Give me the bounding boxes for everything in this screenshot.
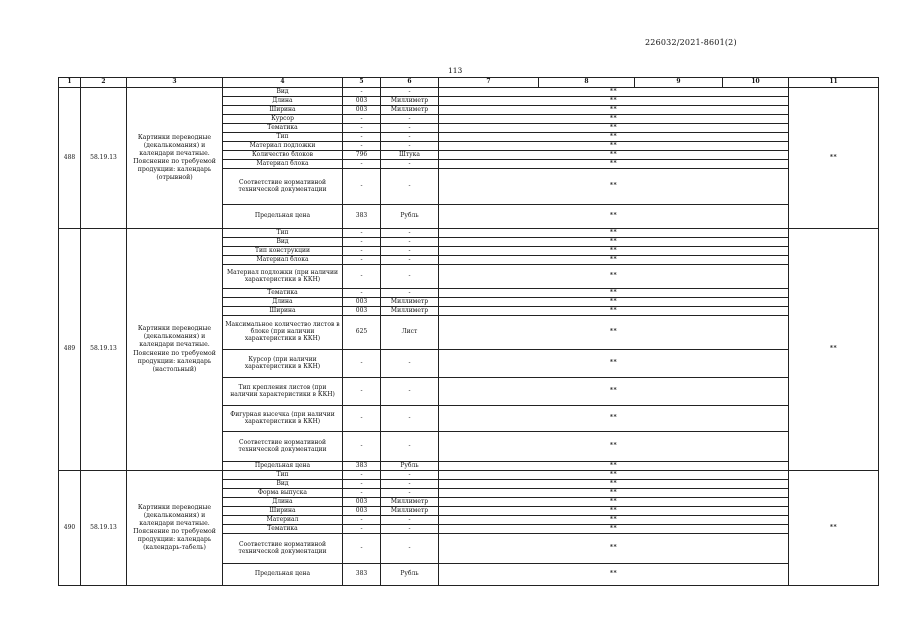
parameter-name: Тип: [223, 229, 343, 238]
parameter-value: **: [439, 525, 789, 534]
unit-name: -: [381, 378, 439, 406]
unit-code: -: [343, 142, 381, 151]
unit-code: -: [343, 229, 381, 238]
page-number: 113: [448, 66, 463, 75]
unit-code: -: [343, 133, 381, 142]
parameter-value: **: [439, 406, 789, 432]
unit-name: -: [381, 289, 439, 298]
parameter-value: **: [439, 489, 789, 498]
parameter-name: Тип конструкции: [223, 247, 343, 256]
unit-name: -: [381, 350, 439, 378]
parameter-value: **: [439, 516, 789, 525]
unit-code: 003: [343, 307, 381, 316]
parameter-name: Предельная цена: [223, 462, 343, 471]
column-number: 11: [789, 78, 879, 88]
parameter-value: **: [439, 480, 789, 489]
parameter-name: Длина: [223, 498, 343, 507]
unit-name: -: [381, 471, 439, 480]
parameter-value: **: [439, 151, 789, 160]
parameter-value: **: [439, 498, 789, 507]
parameter-value: **: [439, 124, 789, 133]
parameter-value: **: [439, 97, 789, 106]
column-11-value: **: [789, 471, 879, 586]
table-row: [59, 88, 879, 97]
parameter-name: Тематика: [223, 124, 343, 133]
unit-name: -: [381, 489, 439, 498]
unit-code: -: [343, 516, 381, 525]
unit-name: Лист: [381, 316, 439, 350]
column-number: 6: [381, 78, 439, 88]
unit-name: -: [381, 432, 439, 462]
parameter-value: **: [439, 432, 789, 462]
parameter-value: **: [439, 471, 789, 480]
parameter-name: Материал: [223, 516, 343, 525]
unit-code: 003: [343, 106, 381, 115]
row-number: 490: [59, 471, 81, 586]
unit-name: -: [381, 142, 439, 151]
unit-code: -: [343, 238, 381, 247]
unit-code: -: [343, 534, 381, 564]
parameter-name: Курсор (при наличии характеристики в ККН): [223, 350, 343, 378]
unit-code: -: [343, 489, 381, 498]
unit-code: 383: [343, 205, 381, 229]
row-number: 489: [59, 229, 81, 471]
unit-name: Миллиметр: [381, 307, 439, 316]
unit-name: -: [381, 115, 439, 124]
column-number: 4: [223, 78, 343, 88]
parameter-value: **: [439, 507, 789, 516]
unit-name: -: [381, 124, 439, 133]
parameter-name: Материал подложки (при наличии характеристики в ККН): [223, 265, 343, 289]
unit-code: -: [343, 432, 381, 462]
document-number: 226032/2021-8601(2): [645, 38, 737, 47]
parameter-name: Соответствие нормативной технической документации: [223, 534, 343, 564]
unit-code: 003: [343, 498, 381, 507]
parameter-name: Тематика: [223, 289, 343, 298]
parameter-value: **: [439, 265, 789, 289]
unit-code: -: [343, 378, 381, 406]
unit-code: 003: [343, 97, 381, 106]
parameter-name: Предельная цена: [223, 205, 343, 229]
unit-name: -: [381, 88, 439, 97]
unit-name: Миллиметр: [381, 507, 439, 516]
parameter-value: **: [439, 142, 789, 151]
unit-name: -: [381, 516, 439, 525]
parameter-value: **: [439, 378, 789, 406]
column-number: 7: [439, 78, 539, 88]
unit-name: -: [381, 265, 439, 289]
parameter-name: Тип крепления листов (при наличии характеристики в ККН): [223, 378, 343, 406]
unit-code: -: [343, 169, 381, 205]
parameter-value: **: [439, 160, 789, 169]
unit-code: -: [343, 289, 381, 298]
parameter-value: **: [439, 229, 789, 238]
parameter-value: **: [439, 115, 789, 124]
unit-name: -: [381, 169, 439, 205]
product-description: Картинки переводные (декалькомания) и календари печатные. Пояснение по требуемой продукции: календарь (отрывной): [127, 88, 223, 229]
unit-code: -: [343, 124, 381, 133]
column-number: 9: [635, 78, 723, 88]
column-number: 3: [127, 78, 223, 88]
parameter-value: **: [439, 106, 789, 115]
column-number-row: [59, 78, 879, 88]
unit-name: -: [381, 525, 439, 534]
unit-code: -: [343, 160, 381, 169]
specification-table: [58, 77, 879, 586]
column-number: 5: [343, 78, 381, 88]
parameter-name: Вид: [223, 88, 343, 97]
unit-name: -: [381, 480, 439, 489]
unit-code: -: [343, 525, 381, 534]
parameter-name: Вид: [223, 480, 343, 489]
unit-code: 383: [343, 462, 381, 471]
table-body: [59, 88, 879, 586]
unit-name: -: [381, 133, 439, 142]
column-number: 8: [539, 78, 635, 88]
parameter-value: **: [439, 307, 789, 316]
unit-code: -: [343, 88, 381, 97]
unit-code: -: [343, 265, 381, 289]
parameter-value: **: [439, 238, 789, 247]
unit-name: -: [381, 534, 439, 564]
unit-code: 625: [343, 316, 381, 350]
parameter-name: Соответствие нормативной технической документации: [223, 432, 343, 462]
product-description: Картинки переводные (декалькомания) и календари печатные. Пояснение по требуемой продукции: календарь (настольный): [127, 229, 223, 471]
unit-name: Штука: [381, 151, 439, 160]
parameter-name: Ширина: [223, 507, 343, 516]
unit-name: Рубль: [381, 462, 439, 471]
unit-code: -: [343, 350, 381, 378]
parameter-value: **: [439, 316, 789, 350]
parameter-value: **: [439, 247, 789, 256]
parameter-value: **: [439, 298, 789, 307]
parameter-name: Курсор: [223, 115, 343, 124]
parameter-name: Ширина: [223, 307, 343, 316]
unit-code: -: [343, 406, 381, 432]
unit-name: Миллиметр: [381, 106, 439, 115]
unit-name: -: [381, 160, 439, 169]
unit-code: -: [343, 480, 381, 489]
parameter-name: Соответствие нормативной технической документации: [223, 169, 343, 205]
unit-name: -: [381, 406, 439, 432]
unit-name: -: [381, 238, 439, 247]
parameter-name: Ширина: [223, 106, 343, 115]
parameter-value: **: [439, 462, 789, 471]
okpd-code: 58.19.13: [81, 88, 127, 229]
parameter-name: Количество блоков: [223, 151, 343, 160]
parameter-name: Предельная цена: [223, 564, 343, 586]
unit-code: -: [343, 256, 381, 265]
unit-code: -: [343, 115, 381, 124]
row-number: 488: [59, 88, 81, 229]
column-number: 1: [59, 78, 81, 88]
unit-code: 796: [343, 151, 381, 160]
parameter-name: Материал блока: [223, 256, 343, 265]
unit-code: 003: [343, 507, 381, 516]
parameter-name: Тип: [223, 133, 343, 142]
parameter-name: Материал блока: [223, 160, 343, 169]
parameter-value: **: [439, 169, 789, 205]
parameter-value: **: [439, 289, 789, 298]
unit-code: 003: [343, 298, 381, 307]
parameter-name: Длина: [223, 97, 343, 106]
parameter-name: Форма выпуска: [223, 489, 343, 498]
unit-name: -: [381, 256, 439, 265]
unit-code: -: [343, 471, 381, 480]
column-number: 2: [81, 78, 127, 88]
unit-name: -: [381, 247, 439, 256]
parameter-value: **: [439, 350, 789, 378]
unit-name: -: [381, 229, 439, 238]
okpd-code: 58.19.13: [81, 229, 127, 471]
parameter-value: **: [439, 205, 789, 229]
unit-name: Рубль: [381, 564, 439, 586]
okpd-code: 58.19.13: [81, 471, 127, 586]
parameter-name: Тип: [223, 471, 343, 480]
parameter-value: **: [439, 534, 789, 564]
parameter-name: Тематика: [223, 525, 343, 534]
parameter-value: **: [439, 564, 789, 586]
column-11-value: **: [789, 229, 879, 471]
table-row: [59, 471, 879, 480]
parameter-name: Максимальное количество листов в блоке (при наличии характеристики в ККН): [223, 316, 343, 350]
parameter-name: Длина: [223, 298, 343, 307]
column-11-value: **: [789, 88, 879, 229]
unit-code: -: [343, 247, 381, 256]
parameter-name: Фигурная высечка (при наличии характеристики в ККН): [223, 406, 343, 432]
unit-name: Миллиметр: [381, 298, 439, 307]
product-description: Картинки переводные (декалькомания) и календари печатные. Пояснение по требуемой продукции: календарь (календарь-табель): [127, 471, 223, 586]
column-number: 10: [723, 78, 789, 88]
table-row: [59, 229, 879, 238]
parameter-name: Вид: [223, 238, 343, 247]
unit-name: Рубль: [381, 205, 439, 229]
unit-code: 383: [343, 564, 381, 586]
unit-name: Миллиметр: [381, 97, 439, 106]
unit-name: Миллиметр: [381, 498, 439, 507]
parameter-name: Материал подложки: [223, 142, 343, 151]
parameter-value: **: [439, 88, 789, 97]
parameter-value: **: [439, 133, 789, 142]
parameter-value: **: [439, 256, 789, 265]
